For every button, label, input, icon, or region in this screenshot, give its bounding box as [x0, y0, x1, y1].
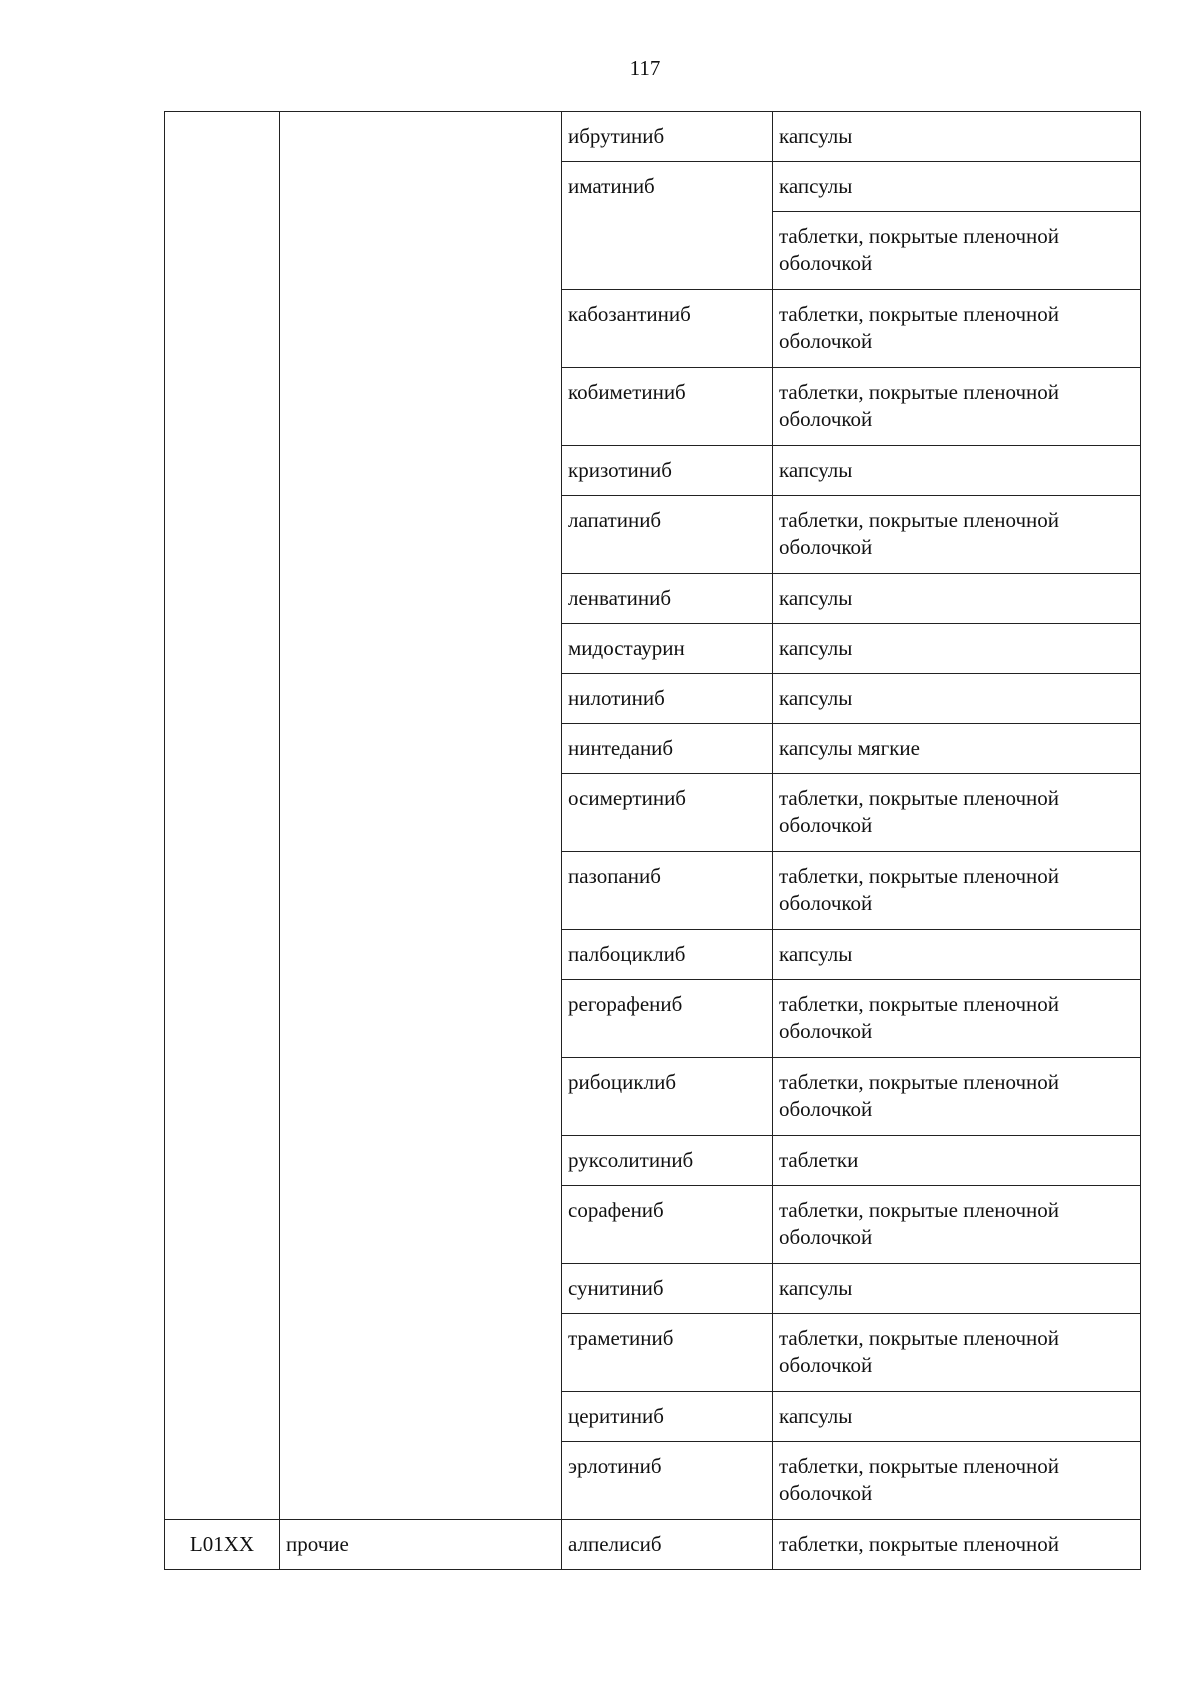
dosage-form-cell: таблетки, покрытые пленочной оболочкой [773, 980, 1141, 1058]
dosage-form-cell: таблетки, покрытые пленочной [773, 1520, 1141, 1570]
dosage-form-cell: капсулы [773, 624, 1141, 674]
drug-name-cell: нинтеданиб [562, 724, 773, 774]
drug-name-cell: сунитиниб [562, 1264, 773, 1314]
drug-name-cell: палбоциклиб [562, 930, 773, 980]
drug-name-cell: регорафениб [562, 980, 773, 1058]
dosage-form-cell: таблетки, покрытые пленочной оболочкой [773, 774, 1141, 852]
dosage-form-cell: таблетки, покрытые пленочной оболочкой [773, 852, 1141, 930]
drug-name-cell: ибрутиниб [562, 112, 773, 162]
drug-name-cell: эрлотиниб [562, 1442, 773, 1520]
drug-name-cell: кабозантиниб [562, 290, 773, 368]
drug-name-cell: лапатиниб [562, 496, 773, 574]
drug-name-cell: иматиниб [562, 162, 773, 290]
drug-name-cell: алпелисиб [562, 1520, 773, 1570]
dosage-form-cell: капсулы [773, 162, 1141, 212]
drug-name-cell: осимертиниб [562, 774, 773, 852]
dosage-form-cell: таблетки, покрытые пленочной оболочкой [773, 1186, 1141, 1264]
drug-name-cell: сорафениб [562, 1186, 773, 1264]
dosage-form-cell: таблетки, покрытые пленочной оболочкой [773, 1442, 1141, 1520]
table-row [165, 1520, 1141, 1570]
dosage-form-cell: капсулы [773, 1392, 1141, 1442]
table-row [165, 112, 1141, 162]
group-name-cell [280, 112, 562, 1520]
dosage-form-cell: капсулы [773, 930, 1141, 980]
atc-code-cell [165, 112, 280, 1520]
dosage-form-cell: капсулы [773, 574, 1141, 624]
dosage-form-cell: таблетки, покрытые пленочной оболочкой [773, 496, 1141, 574]
page-number: 117 [629, 56, 661, 80]
dosage-form-cell: капсулы мягкие [773, 724, 1141, 774]
drug-name-cell: кобиметиниб [562, 368, 773, 446]
dosage-form-cell: таблетки, покрытые пленочной оболочкой [773, 368, 1141, 446]
dosage-form-cell: капсулы [773, 446, 1141, 496]
drug-name-cell: церитиниб [562, 1392, 773, 1442]
group-name-cell: прочие [280, 1520, 562, 1570]
dosage-form-cell: капсулы [773, 1264, 1141, 1314]
dosage-form-cell: таблетки, покрытые пленочной оболочкой [773, 290, 1141, 368]
drug-name-cell: нилотиниб [562, 674, 773, 724]
dosage-form-cell: капсулы [773, 112, 1141, 162]
drug-name-cell: ленватиниб [562, 574, 773, 624]
drug-name-cell: мидостаурин [562, 624, 773, 674]
atc-code-cell: L01XX [165, 1520, 280, 1570]
dosage-form-cell: таблетки, покрытые пленочной оболочкой [773, 1058, 1141, 1136]
dosage-form-cell: таблетки [773, 1136, 1141, 1186]
drug-name-cell: рибоциклиб [562, 1058, 773, 1136]
dosage-form-cell: таблетки, покрытые пленочной оболочкой [773, 212, 1141, 290]
dosage-form-cell: таблетки, покрытые пленочной оболочкой [773, 1314, 1141, 1392]
drug-name-cell: пазопаниб [562, 852, 773, 930]
drug-name-cell: кризотиниб [562, 446, 773, 496]
drug-name-cell: траметиниб [562, 1314, 773, 1392]
drug-name-cell: руксолитиниб [562, 1136, 773, 1186]
dosage-form-cell: капсулы [773, 674, 1141, 724]
drug-list-table [164, 111, 1141, 1570]
